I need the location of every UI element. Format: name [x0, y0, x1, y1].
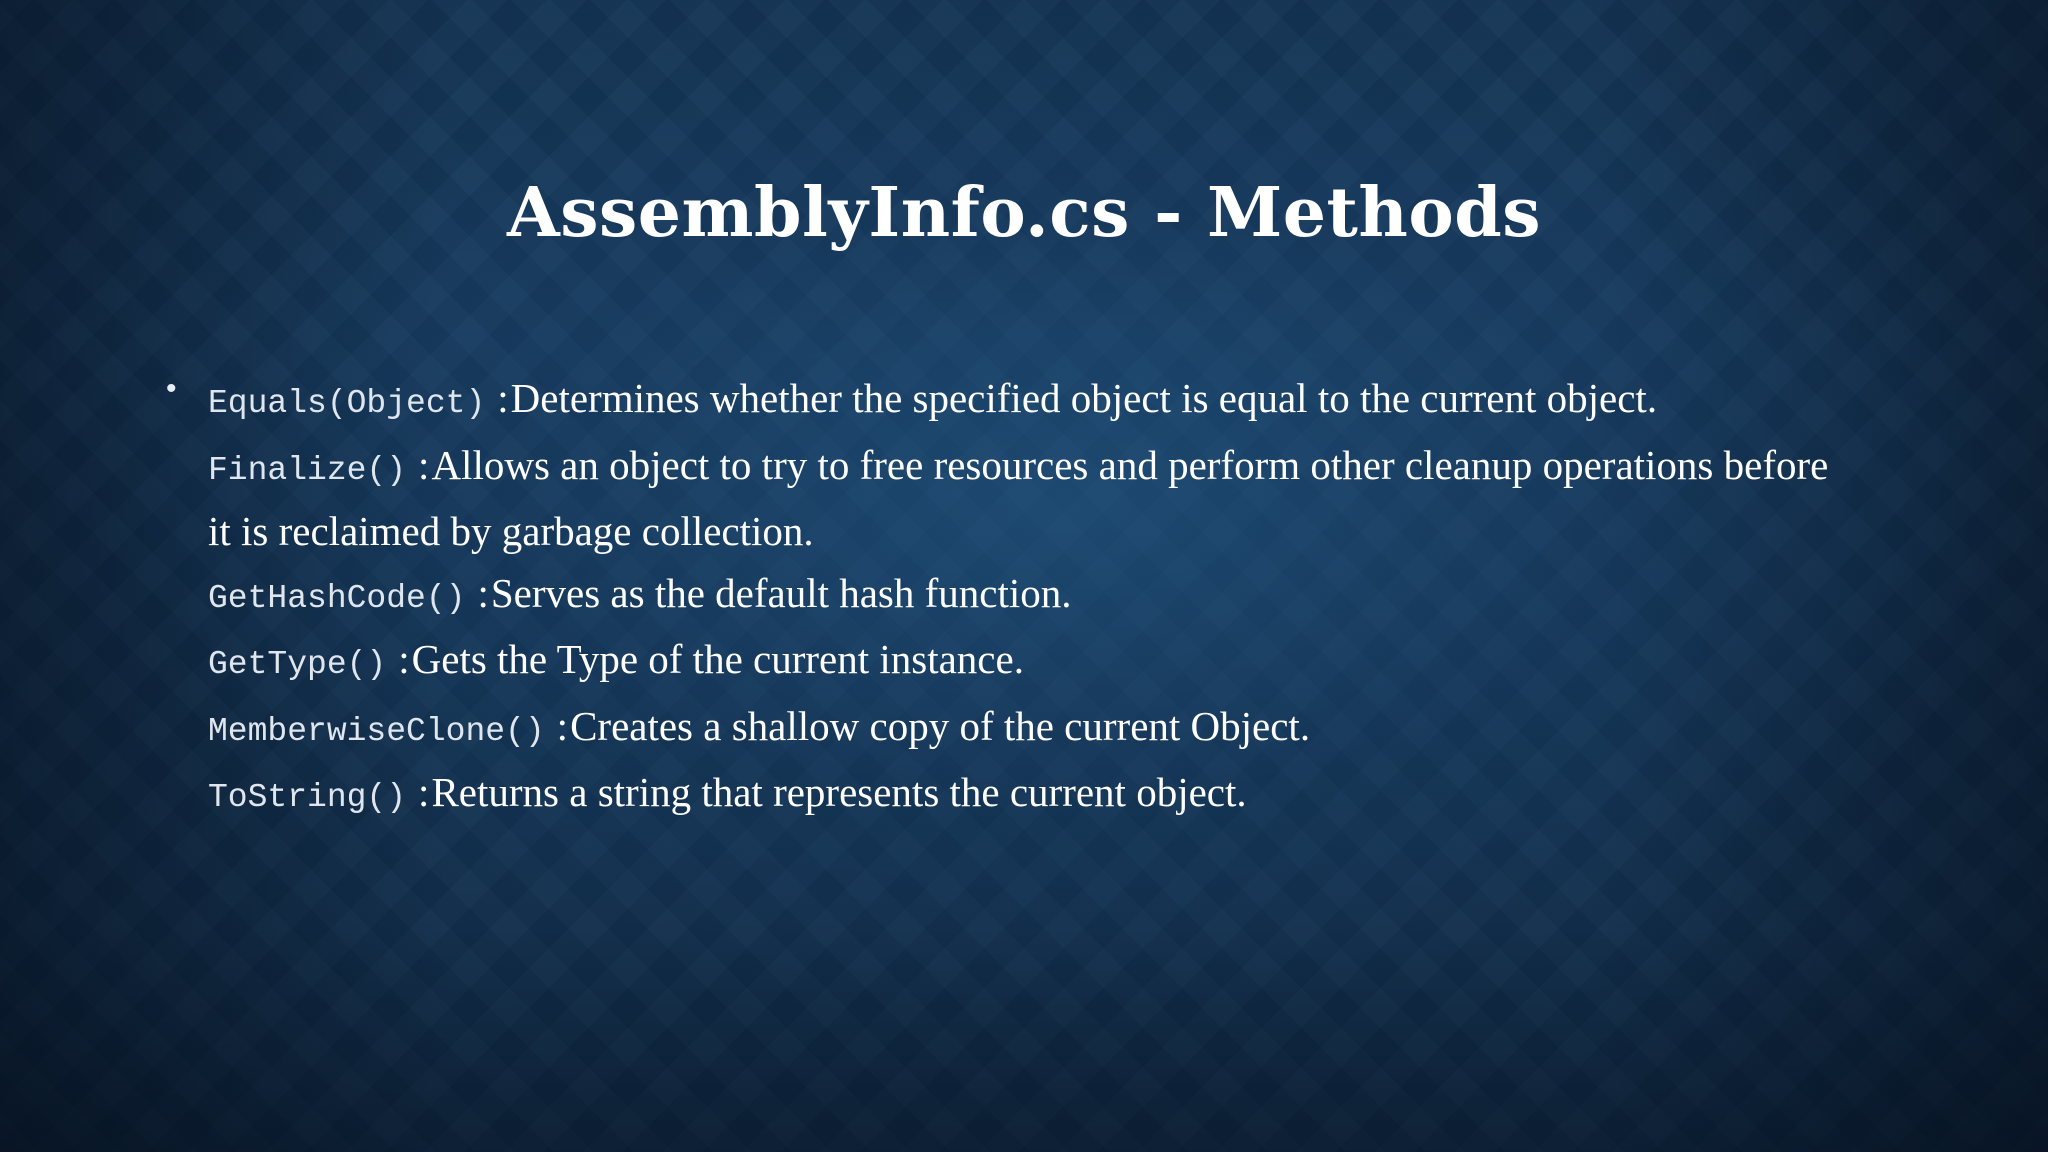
slide-content [160, 368, 1840, 829]
separator: : [418, 769, 430, 815]
slide-title: AssemblyInfo.cs - Methods [506, 173, 1542, 253]
separator: : [556, 702, 569, 749]
method-description: Creates a shallow copy of the current Object. [570, 702, 1311, 749]
separator: : [477, 569, 489, 616]
method-name: Equals(Object) [208, 385, 486, 422]
method-item-finalize [208, 435, 1840, 563]
method-description: Determines whether the specified object is equal to the current object. [510, 375, 1658, 421]
separator: : [418, 441, 430, 488]
separator: : [398, 636, 410, 682]
bullet-icon: • [166, 372, 177, 405]
method-description: Returns a string that represents the current object. [431, 769, 1247, 815]
method-name: Finalize() [208, 451, 407, 489]
method-name: GetHashCode() [208, 579, 466, 617]
method-description: Gets the Type of the current instance. [411, 636, 1024, 682]
method-item-gethashcode [208, 563, 1840, 630]
method-item-tostring [208, 762, 1840, 829]
method-item-gettype [208, 629, 1840, 696]
method-name: MemberwiseClone() [208, 712, 545, 750]
method-item-memberwiseclone [208, 696, 1840, 763]
method-description: Serves as the default hash function. [490, 569, 1072, 616]
method-name: GetType() [208, 646, 387, 683]
method-list [208, 368, 1840, 829]
separator: : [497, 375, 509, 421]
method-item-equals [208, 368, 1840, 435]
method-name: ToString() [208, 779, 407, 816]
method-description: Allows an object to try to free resources and perform other cleanup operations before it is reclaimed by garbage collection. [208, 441, 1829, 554]
